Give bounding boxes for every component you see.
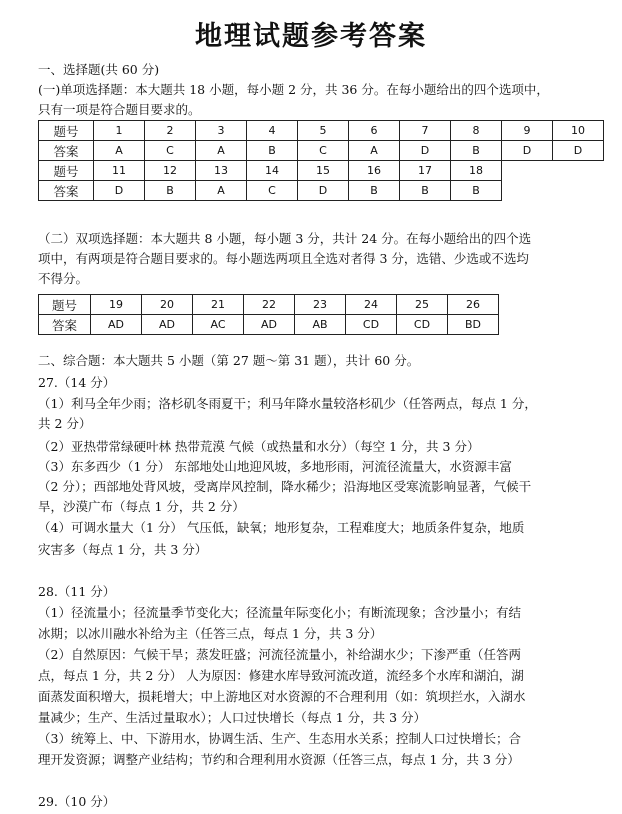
q28-line: 冰期；以冰川融水补给为主（任答三点，每点 1 分，共 3 分） xyxy=(38,626,383,641)
q27-line: （2）亚热带常绿硬叶林 热带荒漠 气候（或热量和水分）（每空 1 分，共 3 分） xyxy=(38,439,480,454)
section2-heading: 二、综合题：本大题共 5 小题（第 27 题～第 31 题），共计 60 分。 xyxy=(38,353,420,368)
part2-intro-line3: 不得分。 xyxy=(38,271,89,286)
answer-cell: CD xyxy=(397,315,448,335)
question-number: 18 xyxy=(451,161,502,181)
q27-header: 27.（14 分） xyxy=(38,375,116,390)
question-number: 11 xyxy=(94,161,145,181)
answer-cell: C xyxy=(145,141,196,161)
question-label: 题号 xyxy=(39,295,91,315)
question-number: 1 xyxy=(94,121,145,141)
answer-cell: AC xyxy=(193,315,244,335)
question-number: 3 xyxy=(196,121,247,141)
q27-line: （1）利马全年少雨；洛杉矶冬雨夏干；利马年降水量较洛杉矶少（任答两点，每点 1 分， xyxy=(38,396,537,411)
question-number: 22 xyxy=(244,295,295,315)
answer-cell: B xyxy=(247,141,298,161)
question-number: 4 xyxy=(247,121,298,141)
question-number: 19 xyxy=(91,295,142,315)
answer-cell: B xyxy=(400,181,451,201)
answer-label: 答案 xyxy=(39,141,94,161)
q27-line: 旱，沙漠广布（每点 1 分，共 2 分） xyxy=(38,499,245,514)
question-number: 23 xyxy=(295,295,346,315)
question-number: 9 xyxy=(502,121,553,141)
question-number: 24 xyxy=(346,295,397,315)
q27-line: （4）可调水量大（1 分） 气压低，缺氧；地形复杂，工程难度大；地质条件复杂，地质 xyxy=(38,520,525,535)
question-number: 26 xyxy=(448,295,499,315)
part2-intro-line1: （二）双项选择题：本大题共 8 小题，每小题 3 分，共计 24 分。在每小题给出的四个选 xyxy=(38,231,532,246)
part1-intro-line1: (一)单项选择题：本大题共 18 小题，每小题 2 分，共 36 分。在每小题给出的四个选项中， xyxy=(38,82,549,97)
question-label: 题号 xyxy=(39,121,94,141)
q29-header: 29.（10 分） xyxy=(38,794,116,809)
question-number: 8 xyxy=(451,121,502,141)
question-number: 12 xyxy=(145,161,196,181)
table-row-questions-1 xyxy=(39,121,604,141)
part2-intro-line2: 项中，有两项是符合题目要求的。每小题选两项且全选对者得 3 分，选错、少选或不选均 xyxy=(38,251,529,266)
answer-cell: A xyxy=(196,141,247,161)
empty-cell xyxy=(502,181,553,201)
q28-line: （1）径流量小；径流量季节变化大；径流量年际变化小；有断流现象；含沙量小；有结 xyxy=(38,605,521,620)
table-row-answers-2 xyxy=(39,181,604,201)
q28-header: 28.（11 分） xyxy=(38,584,116,599)
answer-cell: D xyxy=(553,141,604,161)
answer-cell: B xyxy=(145,181,196,201)
table-row-answers-1 xyxy=(39,141,604,161)
question-number: 13 xyxy=(196,161,247,181)
answer-cell: A xyxy=(196,181,247,201)
question-number: 6 xyxy=(349,121,400,141)
answer-label: 答案 xyxy=(39,315,91,335)
question-number: 16 xyxy=(349,161,400,181)
answer-cell: BD xyxy=(448,315,499,335)
q27-line: （2 分）；西部地处背风坡，受离岸风控制，降水稀少；沿海地区受寒流影响显著，气候干 xyxy=(38,479,532,494)
page-title: 地理试题参考答案 xyxy=(195,21,427,52)
answer-cell: D xyxy=(400,141,451,161)
question-label: 题号 xyxy=(39,161,94,181)
q27-line: （3）东多西少（1 分） 东部地处山地迎风坡，多地形雨，河流径流量大，水资源丰富 xyxy=(38,459,512,474)
answer-label: 答案 xyxy=(39,181,94,201)
table-row-answers xyxy=(39,315,499,335)
answer-cell: C xyxy=(298,141,349,161)
question-number: 20 xyxy=(142,295,193,315)
question-number: 17 xyxy=(400,161,451,181)
question-number: 14 xyxy=(247,161,298,181)
question-number: 15 xyxy=(298,161,349,181)
answer-cell: A xyxy=(94,141,145,161)
answer-cell: AB xyxy=(295,315,346,335)
question-number: 10 xyxy=(553,121,604,141)
q28-line: 面蒸发面积增大，损耗增大；中上游地区对水资源的不合理利用（如：筑坝拦水，入湖水 xyxy=(38,689,526,704)
q28-line: （3）统筹上、中、下游用水，协调生活、生产、生态用水关系；控制人口过快增长；合 xyxy=(38,731,521,746)
q28-line: 量减少；生产、生活过量取水）；人口过快增长（每点 1 分，共 3 分） xyxy=(38,710,427,725)
question-number: 2 xyxy=(145,121,196,141)
answer-cell: A xyxy=(349,141,400,161)
section1-heading: 一、选择题(共 60 分) xyxy=(38,62,160,77)
answer-cell: D xyxy=(502,141,553,161)
double-choice-answer-table xyxy=(38,294,499,335)
question-number: 5 xyxy=(298,121,349,141)
answer-cell: AD xyxy=(244,315,295,335)
answer-cell: AD xyxy=(91,315,142,335)
table-row-questions-2 xyxy=(39,161,604,181)
q27-line: 共 2 分） xyxy=(38,416,92,431)
part1-intro-line2: 只有一项是符合题目要求的。 xyxy=(38,102,201,117)
question-number: 21 xyxy=(193,295,244,315)
table-row-questions xyxy=(39,295,499,315)
q28-line: （2）自然原因：气候干旱；蒸发旺盛；河流径流量小，补给湖水少；下渗严重（任答两 xyxy=(38,647,521,662)
empty-cell xyxy=(553,161,604,181)
answer-cell: C xyxy=(247,181,298,201)
answer-cell: B xyxy=(451,141,502,161)
q28-line: 点，每点 1 分，共 2 分） 人为原因：修建水库导致河流改道，流经多个水库和湖泊，湖 xyxy=(38,668,524,683)
question-number: 25 xyxy=(397,295,448,315)
answer-cell: B xyxy=(451,181,502,201)
q27-line: 灾害多（每点 1 分，共 3 分） xyxy=(38,542,208,557)
empty-cell xyxy=(553,181,604,201)
answer-cell: D xyxy=(298,181,349,201)
answer-cell: B xyxy=(349,181,400,201)
q28-line: 理开发资源；调整产业结构；节约和合理利用水资源（任答三点，每点 1 分，共 3 分） xyxy=(38,752,520,767)
answer-cell: D xyxy=(94,181,145,201)
question-number: 7 xyxy=(400,121,451,141)
single-choice-answer-table xyxy=(38,120,604,201)
answer-cell: AD xyxy=(142,315,193,335)
answer-cell: CD xyxy=(346,315,397,335)
empty-cell xyxy=(502,161,553,181)
